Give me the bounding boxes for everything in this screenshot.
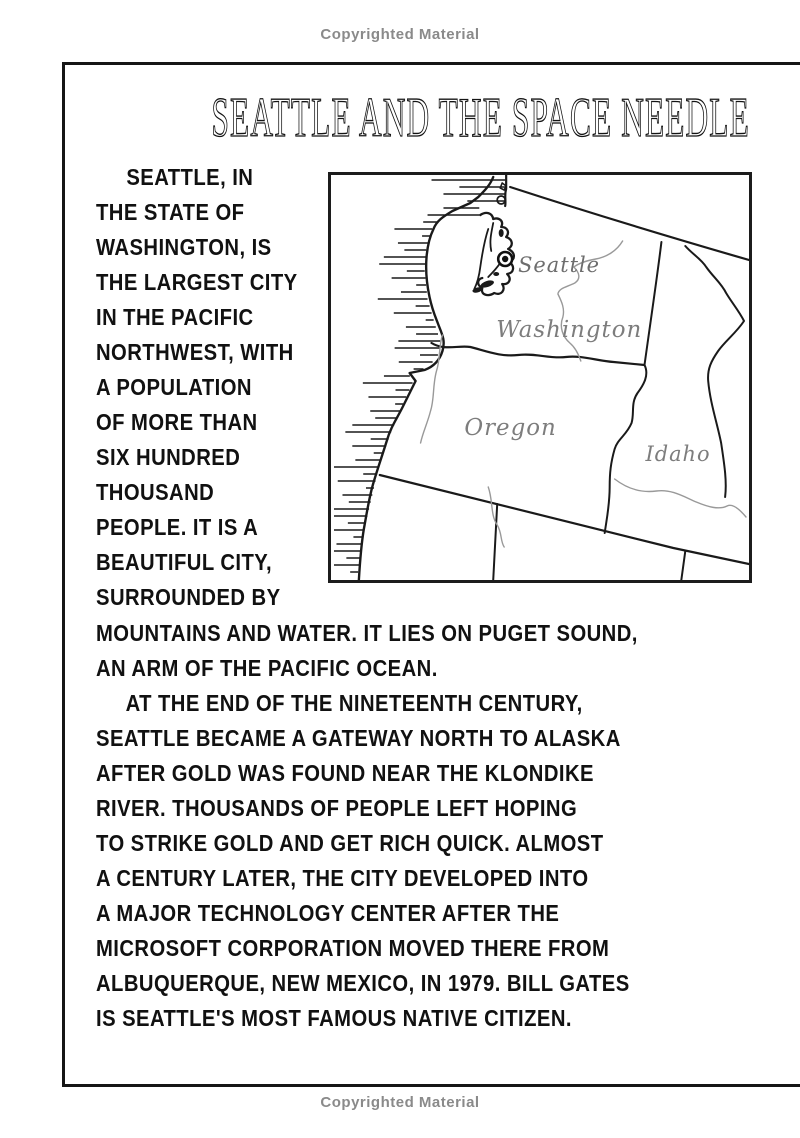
body-line: NORTHWEST, WITH bbox=[96, 339, 294, 365]
body-line: THOUSAND bbox=[96, 479, 215, 505]
washington-idaho-border bbox=[645, 242, 662, 365]
page-title bbox=[0, 87, 800, 149]
body-line: IN THE PACIFIC bbox=[96, 304, 254, 330]
washington-label: Washington bbox=[496, 316, 643, 344]
map-illustration bbox=[331, 175, 749, 580]
puget-sound-inlets bbox=[474, 223, 500, 289]
washington-oregon-border bbox=[432, 343, 645, 365]
island-outline bbox=[497, 196, 505, 204]
body-line: AFTER GOLD WAS FOUND NEAR THE KLONDIKE bbox=[96, 760, 594, 786]
idaho-nevada-border bbox=[681, 551, 685, 580]
ocean-hatching bbox=[334, 180, 505, 572]
coastline bbox=[359, 177, 493, 580]
body-paragraph-full bbox=[96, 616, 730, 1036]
body-line: THE STATE OF bbox=[96, 199, 245, 225]
oregon-label: Oregon bbox=[464, 414, 557, 442]
canada-border bbox=[510, 187, 749, 260]
body-line: PEOPLE. IT IS A bbox=[96, 514, 259, 540]
copyright-notice-bottom: Copyrighted Material bbox=[320, 1094, 480, 1111]
body-line: RIVER. THOUSANDS OF PEOPLE LEFT HOPING bbox=[96, 795, 578, 821]
page-title-text: SEATTLE AND THE SPACE NEEDLE bbox=[211, 87, 750, 149]
body-line: WASHINGTON, IS bbox=[96, 234, 272, 260]
seattle-label: Seattle bbox=[518, 252, 601, 278]
seattle-marker-dot bbox=[502, 256, 508, 262]
body-line: BEAUTIFUL CITY, bbox=[96, 549, 273, 575]
oregon-idaho-border bbox=[605, 365, 647, 533]
body-line: AN ARM OF THE PACIFIC OCEAN. bbox=[96, 655, 438, 681]
body-line: SEATTLE, IN bbox=[96, 164, 254, 190]
body-line: MICROSOFT CORPORATION MOVED THERE FROM bbox=[96, 935, 610, 961]
willamette-river bbox=[421, 335, 443, 443]
body-line: SIX HUNDRED bbox=[96, 444, 241, 470]
pacific-northwest-map bbox=[328, 172, 752, 583]
body-line: A POPULATION bbox=[96, 374, 252, 400]
idaho-label: Idaho bbox=[645, 441, 711, 467]
copyright-notice-top: Copyrighted Material bbox=[320, 26, 480, 43]
body-line: ALBUQUERQUE, NEW MEXICO, IN 1979. BILL GATES bbox=[96, 970, 630, 996]
body-paragraph-column bbox=[96, 160, 342, 615]
body-line: IS SEATTLE'S MOST FAMOUS NATIVE CITIZEN. bbox=[96, 1005, 572, 1031]
body-line: AT THE END OF THE NINETEENTH CENTURY, bbox=[96, 690, 583, 716]
body-line: A CENTURY LATER, THE CITY DEVELOPED INTO bbox=[96, 865, 589, 891]
body-line: SEATTLE BECAME A GATEWAY NORTH TO ALASKA bbox=[96, 725, 621, 751]
body-line: MOUNTAINS AND WATER. IT LIES ON PUGET SOUND, bbox=[96, 620, 638, 646]
south-border bbox=[380, 475, 749, 564]
body-line: THE LARGEST CITY bbox=[96, 269, 298, 295]
body-line: OF MORE THAN bbox=[96, 409, 258, 435]
body-line: TO STRIKE GOLD AND GET RICH QUICK. ALMOST bbox=[96, 830, 604, 856]
body-line: A MAJOR TECHNOLOGY CENTER AFTER THE bbox=[96, 900, 560, 926]
body-line: SURROUNDED BY bbox=[96, 584, 281, 610]
